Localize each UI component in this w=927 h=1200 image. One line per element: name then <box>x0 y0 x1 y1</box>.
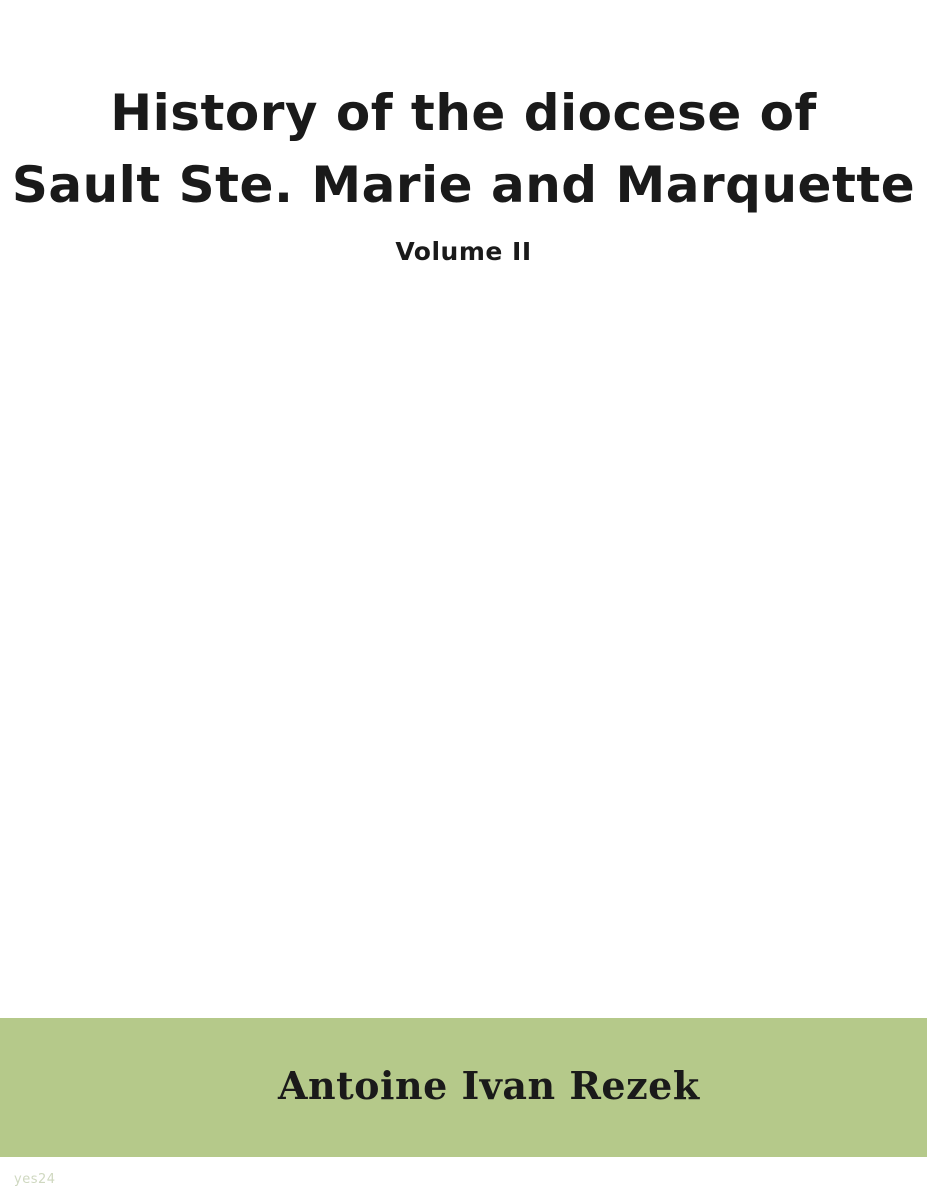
author-band <box>0 1018 927 1157</box>
cover-title-block <box>0 84 927 266</box>
page-title-line-1: History of the diocese of <box>110 84 817 142</box>
author-band-inner <box>0 1018 927 1157</box>
page-title-line-2: Sault Ste. Marie and Marquette <box>11 155 916 214</box>
watermark-label: yes24 <box>14 1172 56 1187</box>
cover-blank-area <box>0 340 927 1000</box>
volume-label: Volume II <box>395 237 532 266</box>
author-name: Antoine Ivan Rezek <box>278 1063 700 1108</box>
